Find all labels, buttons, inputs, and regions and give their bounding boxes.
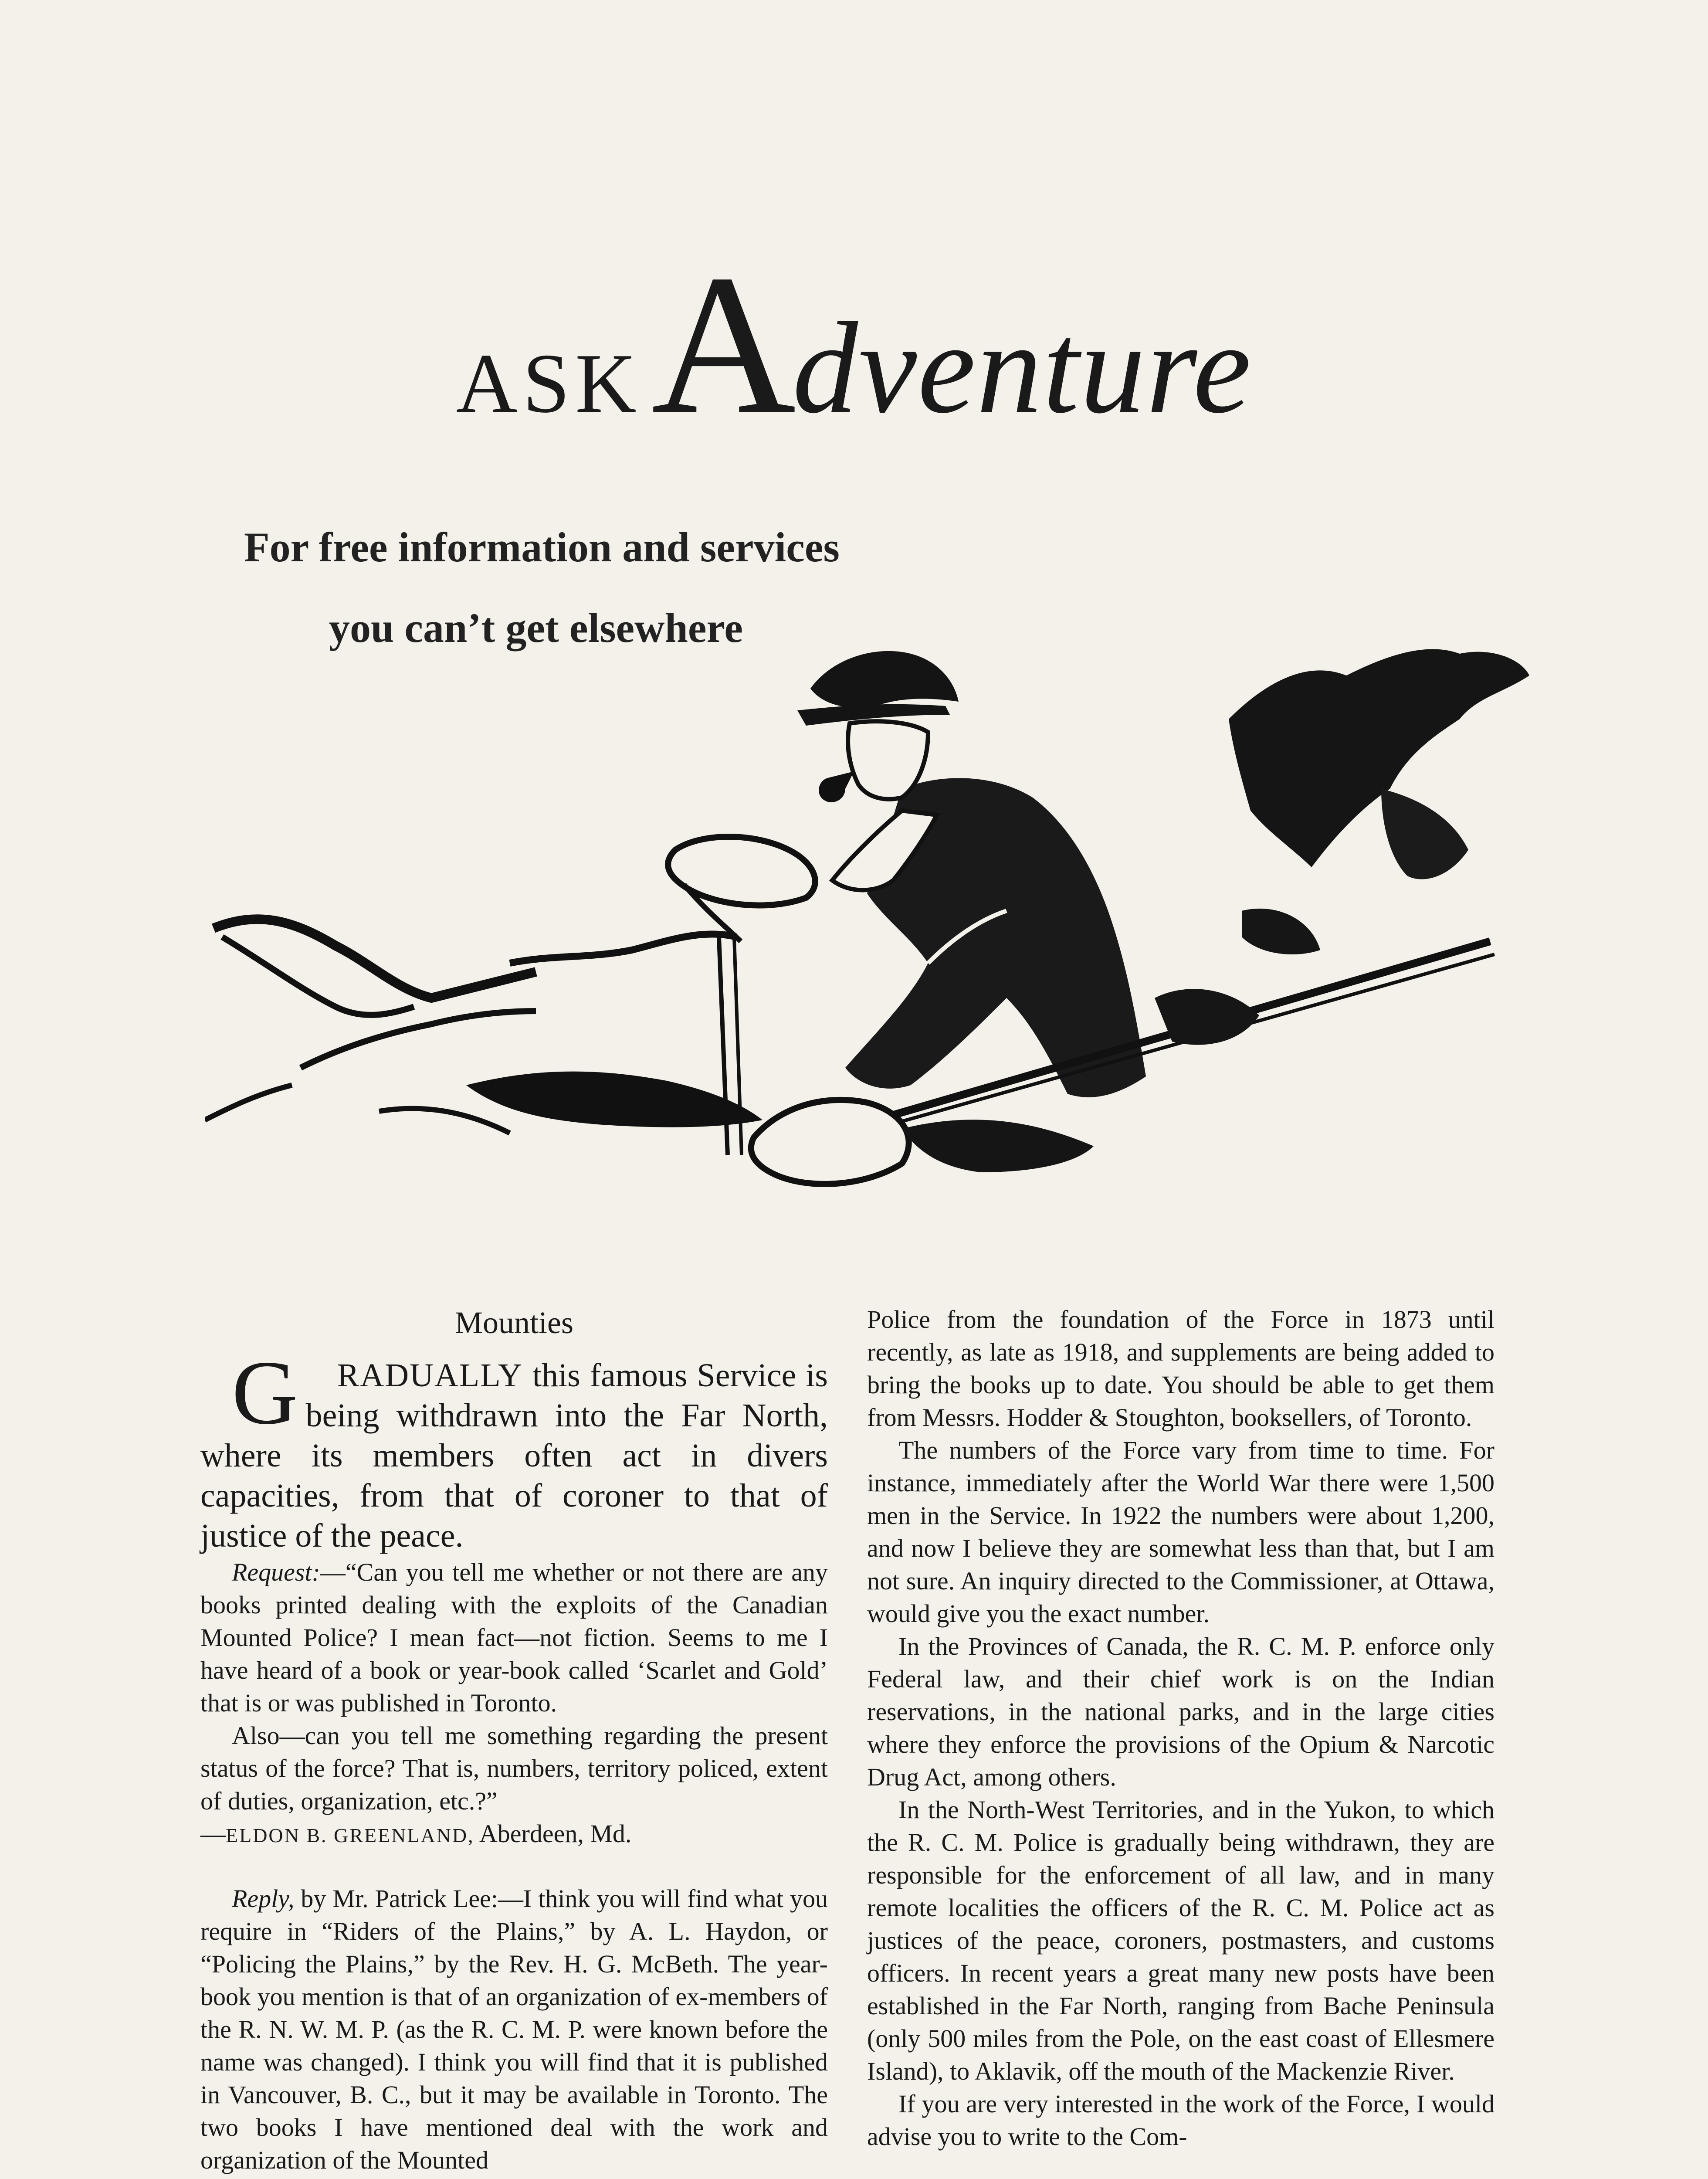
title-ask: ASK — [456, 336, 642, 431]
prospector-illustration-icon — [205, 606, 1556, 1238]
request-label: Request: — [232, 1558, 320, 1586]
lead-caps: RADUALLY — [337, 1357, 523, 1394]
lead-text: this famous Service is being withdrawn into the Far North, where its members often act in divers capacities, from that of coroner to that of justice of the peace. — [200, 1357, 828, 1554]
request-paragraph — [200, 1556, 828, 1719]
reply-paragraph — [200, 1882, 828, 2176]
right-paragraph-1: Police from the foundation of the Force in 1873 until recently, as late as 1918, and supplements are being added to bring the books up to date. You should be able to get them from Messrs. Hodder & Stoughton, booksellers, of Toronto. — [867, 1305, 1494, 1432]
signature-name: ELDON B. GREENLAND, — [226, 1824, 474, 1846]
tagline-line-2: you can’t get elsewhere — [329, 604, 743, 651]
right-paragraph-2: The numbers of the Force vary from time to time. For instance, immediately after the World War there were 1,500 men in the Service. In 1922 the numbers were about 1,200, and now I believe they are somewhat less than that, but I am not sure. An inquiry directed to the Commissioner, at Ottawa, would give you the exact number. — [867, 1436, 1494, 1628]
right-paragraph-4: In the North-West Territories, and in the Yukon, to which the R. C. M. Police is gradually being withdrawn, they are responsible for the enforcement of all law, and in many remote localities the officers of the R. C. M. Police act as justices of the peace, coroners, postmasters, and customs officers. In recent years a great many new posts have been established in the Far North, ranging from Bache Peninsula (only 500 miles from the Pole, on the east coast of Ellesmere Island), to Aklavik, off the mouth of the Mackenzie River. — [867, 1795, 1494, 2085]
right-paragraph-5: If you are very interested in the work of the Force, I would advise you to write to the Com- — [867, 2090, 1494, 2151]
shovel-blade — [751, 1100, 909, 1184]
lead-paragraph — [200, 1342, 828, 1556]
article-heading: Mounties — [454, 1305, 573, 1340]
page-title — [0, 233, 1708, 455]
reply-text: by Mr. Patrick Lee:—I think you will find what you require in “Riders of the Plains,” by A. L. Haydon, or “Policing the Plains,” by the Rev. H. G. McBeth. The year-book you mention is that of an organization of ex-members of the R. N. W. M. P. (as the R. C. M. P. were known before the name was changed). I think you will find that it is published in Vancouver, B. C., but it may be available in Toronto. The two books I have mentioned deal with the work and organization of the Mounted — [200, 1884, 828, 2174]
request-text: —“Can you tell me whether or not there are any books printed dealing with the exploits of the Canadian Mounted Police? I mean fact—not fiction. Seems to me I have heard of a book or year-book called ‘Scarlet and Gold’ that is or was published in Toronto. — [200, 1558, 828, 1717]
hat-icon — [810, 651, 959, 708]
pipe-icon — [819, 771, 854, 802]
signature-place: Aberdeen, Md. — [474, 1819, 632, 1848]
article-column-right — [867, 1303, 1494, 2153]
request-also-paragraph: Also—can you tell me something regarding the present status of the force? That is, numbers, territory policed, extent of duties, organization, etc.?” — [200, 1721, 828, 1815]
title-rest: dventure — [792, 295, 1252, 440]
request-signature: —ELDON B. GREENLAND, Aberdeen, Md. — [200, 1819, 632, 1848]
right-paragraph-3: In the Provinces of Canada, the R. C. M. P. enforce only Federal law, and their chief work is on the Indian reservations, in the national parks, and in the large cities where they enforce the provisions of the Opium & Narcotic Drug Act, among others. — [867, 1632, 1494, 1791]
drop-cap: G — [232, 1342, 298, 1443]
title-initial-a: A — [651, 233, 793, 455]
tagline-line-1: For free information and services — [244, 524, 840, 570]
reply-label: Reply, — [232, 1884, 295, 1913]
water-pool — [466, 1072, 762, 1127]
rock-bank — [1229, 649, 1529, 867]
article-column-left — [200, 1303, 828, 2176]
